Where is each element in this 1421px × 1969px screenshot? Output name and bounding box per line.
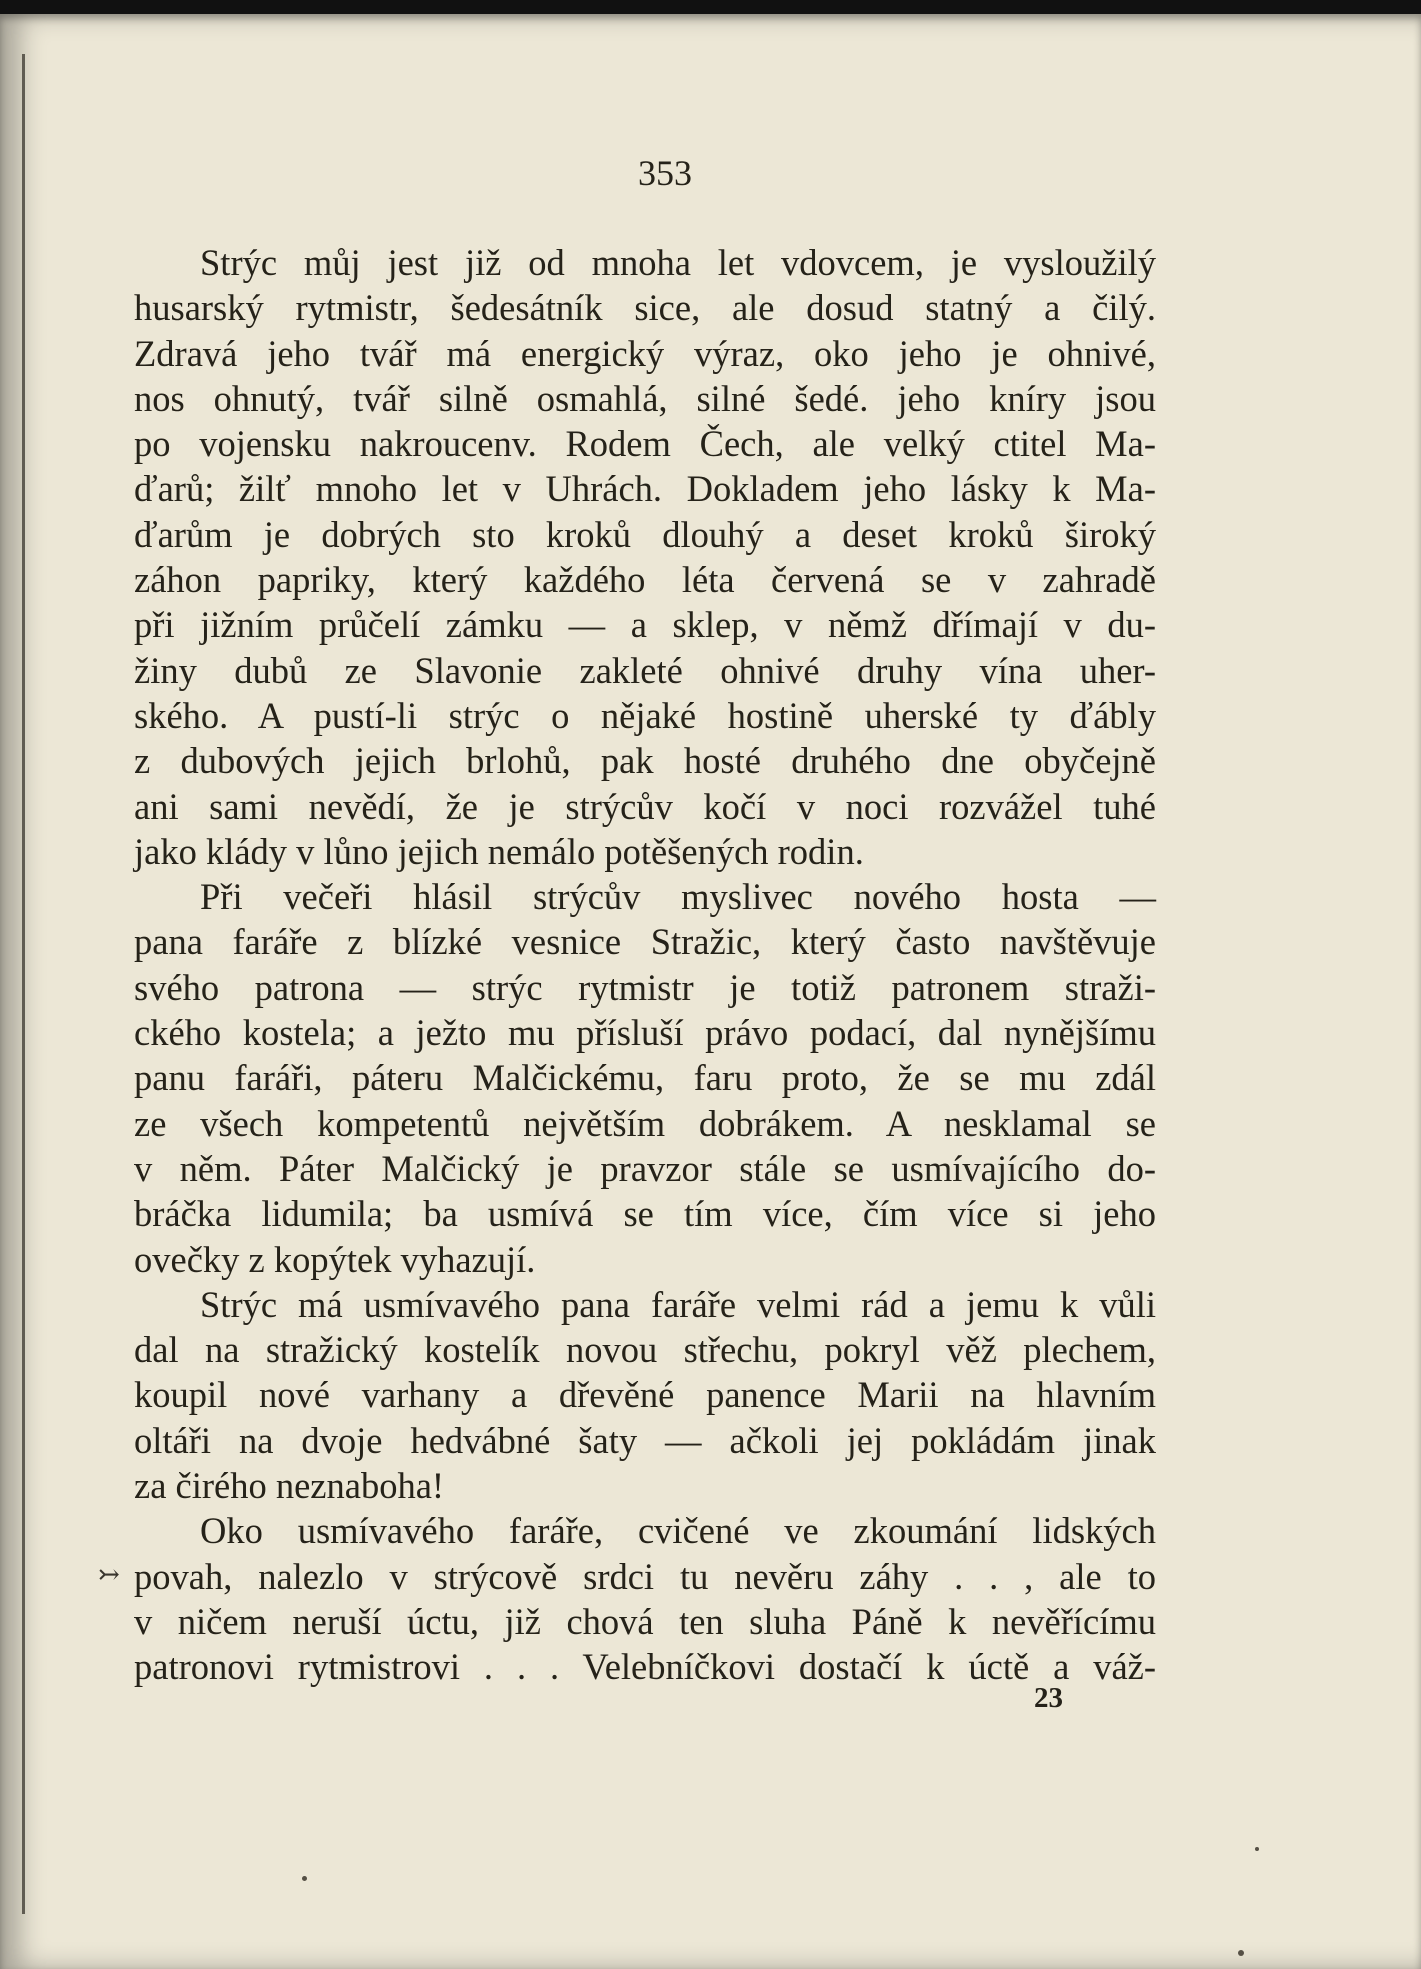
- text-line: po vojensku nakroucenv. Rodem Čech, ale velký ctitel Ma-: [134, 423, 1156, 465]
- text-line: ďarům je dobrých sto kroků dlouhý a deset kroků široký: [134, 513, 1156, 555]
- text-line: povah, nalezlo v strýcově srdci tu nevěru záhy . . , ale to: [134, 1555, 1156, 1597]
- text-line: ďarů; žilť mnoho let v Uhrách. Dokladem jeho lásky k Ma-: [134, 468, 1156, 510]
- text-line: Zdravá jeho tvář má energický výraz, oko jeho je ohnivé,: [134, 332, 1156, 374]
- text-line: pana faráře z blízké vesnice Stražic, který často navštěvuje: [134, 921, 1156, 963]
- text-line: panu faráři, páteru Malčickému, faru proto, že se mu zdál: [134, 1057, 1156, 1099]
- text-line: patronovi rytmistrovi . . . Velebníčkovi dostačí k úctě a váž-: [134, 1646, 1156, 1688]
- text-line: z dubových jejich brlohů, pak hosté druhého dne obyčejně: [134, 740, 1156, 782]
- body-text: [134, 240, 1156, 1690]
- text-line: při jižním průčelí zámku — a sklep, v němž dřímají v du-: [134, 604, 1156, 646]
- paper-speck: [1255, 1847, 1259, 1851]
- page-number: 353: [638, 153, 692, 193]
- text-line: ckého kostela; a ježto mu přísluší právo podací, dal nynějšímu: [134, 1012, 1156, 1054]
- text-line: Strýc můj jest již od mnoha let vdovcem, je vysloužilý: [200, 242, 1156, 283]
- text-line: žiny dubů ze Slavonie zakleté ohnivé druhy vína uher-: [134, 649, 1156, 691]
- text-line: v něm. Páter Malčický je pravzor stále se usmívajícího do-: [134, 1147, 1156, 1189]
- text-line: Při večeři hlásil strýcův myslivec nového hosta —: [200, 876, 1156, 918]
- text-line: bráčka lidumila; ba usmívá se tím více, čím více si jeho: [134, 1193, 1156, 1235]
- text-line: dal na stražický kostelík novou střechu, pokryl věž plechem,: [134, 1329, 1156, 1371]
- text-line: nos ohnutý, tvář silně osmahlá, silné šedé. jeho kníry jsou: [134, 377, 1156, 419]
- text-line: v ničem neruší úctu, již chová ten sluha Páně k nevěřícímu: [134, 1600, 1156, 1642]
- text-line: za čirého neznaboha!: [134, 1465, 445, 1507]
- book-page: [0, 14, 1421, 1969]
- text-line: ovečky z kopýtek vyhazují.: [134, 1238, 536, 1280]
- text-line: oltáři na dvoje hedvábné šaty — ačkoli jej pokládám jinak: [134, 1419, 1156, 1461]
- text-line: koupil nové varhany a dřevěné panence Marii na hlavním: [134, 1374, 1156, 1416]
- text-line: jako klády v lůno jejich nemálo potěšených rodin.: [134, 830, 864, 872]
- text-line: husarský rytmistr, šedesátník sice, ale dosud statný a čilý.: [134, 287, 1156, 329]
- margin-mark: ↣: [98, 1560, 120, 1589]
- text-line: ani sami nevědí, že je strýcův kočí v noci rozvážel tuhé: [134, 785, 1156, 827]
- text-line: svého patrona — strýc rytmistr je totiž patronem straži-: [134, 966, 1156, 1008]
- signature-mark: 23: [1034, 1682, 1063, 1714]
- text-line: ze všech kompetentů největším dobrákem. A nesklamal se: [134, 1102, 1156, 1144]
- paper-speck: [1238, 1950, 1244, 1956]
- text-line: Oko usmívavého faráře, cvičené ve zkoumání lidských: [200, 1510, 1156, 1552]
- text-line: Strýc má usmívavého pana faráře velmi rád a jemu k vůli: [200, 1283, 1156, 1325]
- text-line: záhon papriky, který každého léta červená se v zahradě: [134, 559, 1156, 601]
- text-line: ského. A pustí-li strýc o nějaké hostině uherské ty ďábly: [134, 694, 1156, 736]
- paper-speck: [302, 1876, 307, 1881]
- binding-edge: [22, 54, 25, 1914]
